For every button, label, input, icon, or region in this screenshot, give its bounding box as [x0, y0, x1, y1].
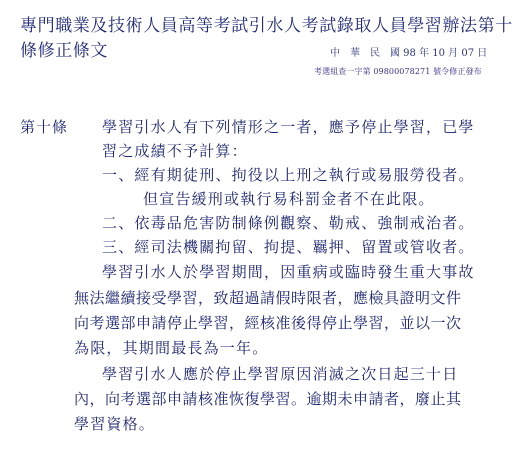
promulgation-date: 中 華 民 國 98 年 10 月 07 日 [330, 48, 488, 59]
article-line: 為限，其期間最長為一年。 [74, 339, 269, 357]
article-line: 二、依毒品危害防制條例觀察、勒戒、強制戒治者。 [102, 214, 475, 232]
article-line: 習之成績不予計算： [102, 142, 248, 160]
article-line: 三、經司法機關拘留、拘提、羈押、留置或管收者。 [102, 238, 475, 256]
article-line: 無法繼續接受學習，致超過請假時限者，應檢具證明文件 [74, 289, 462, 307]
article-line: 學習引水人有下列情形之一者，應予停止學習，已學 [102, 118, 475, 136]
promulgation-reference: 考選組查一字第 09800078271 號令修正發布 [314, 67, 482, 76]
article-line: 學習資格。 [74, 415, 156, 433]
article-line: 內，向考選部申請核准恢復學習。逾期未申請者，廢止其 [74, 390, 462, 408]
article-number: 第十條 [20, 118, 69, 136]
document-title: 專門職業及技術人員高等考試引水人考試錄取人員學習辦法第十條修正條文 [20, 16, 513, 61]
article-line: 學習引水人於學習期間，因重病或臨時發生重大事故 [102, 263, 475, 281]
article-line: 向考選部申請停止學習，經核准後得停止學習，並以一次 [74, 314, 462, 332]
article-line: 但宣告緩刑或執行易科罰金者不在此限。 [143, 190, 435, 208]
article-line: 學習引水人應於停止學習原因消滅之次日起三十日 [102, 365, 459, 383]
article-line: 一、經有期徒刑、拘役以上刑之執行或易服勞役者。 [102, 166, 475, 184]
